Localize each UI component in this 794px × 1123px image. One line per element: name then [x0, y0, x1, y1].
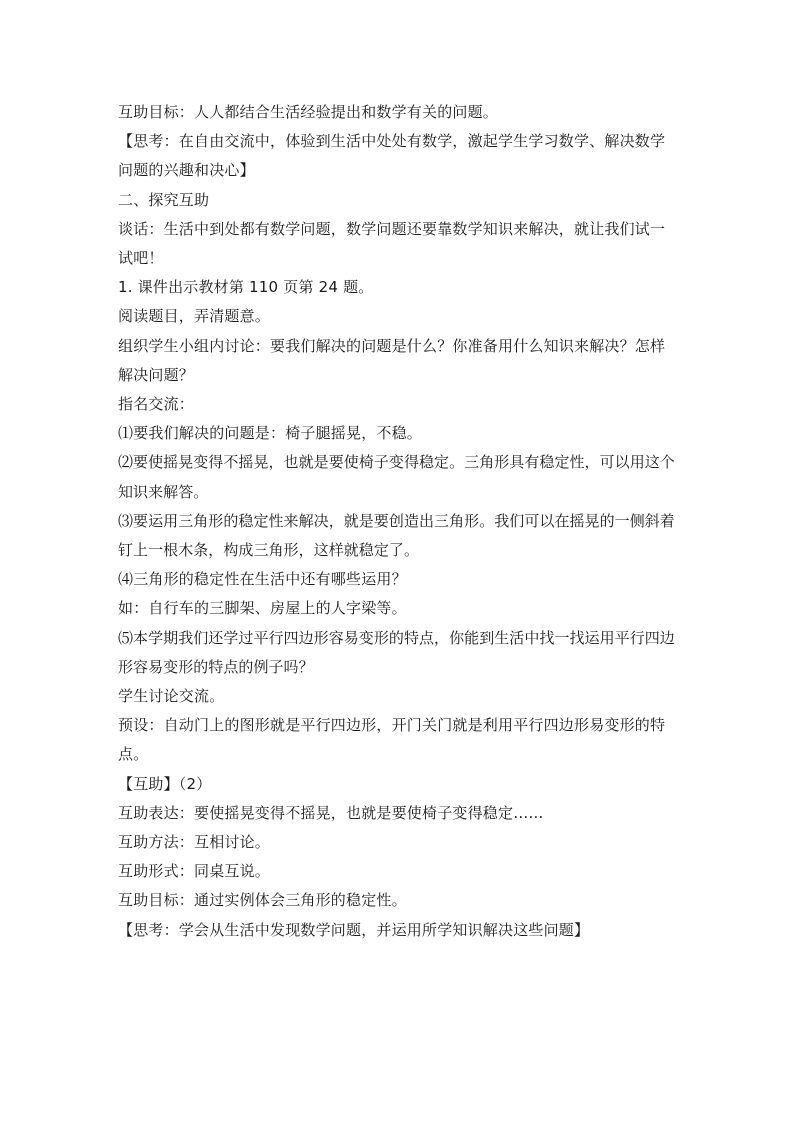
- section-heading-explore: 二、探究互助: [118, 190, 210, 209]
- paragraph-discussion: 组织学生小组内讨论：要我们解决的问题是什么？你准备用什么知识来解决？怎样解决问题？: [118, 336, 666, 384]
- list-item-1: ⑴要我们解决的问题是：椅子腿摇晃，不稳。: [118, 424, 423, 443]
- paragraph-reflection: 【思考：在自由交流中，体验到生活中处处有数学，激起学生学习数学、解决数学问题的兴趣和决心】: [118, 132, 666, 180]
- paragraph-expression: 互助表达：要使摇晃变得不摇晃，也就是要使椅子变得稳定……: [118, 803, 544, 822]
- paragraph-read: 阅读题目，弄清题意。: [118, 307, 271, 326]
- paragraph-preset: 预设：自动门上的图形就是平行四边形，开门关门就是利用平行四边形易变形的特点。: [118, 716, 666, 764]
- list-item-5: ⑸本学期我们还学过平行四边形容易变形的特点，你能到生活中找一找运用平行四边形容易变形的特点的例子吗？: [118, 628, 675, 676]
- paragraph-final-reflection: 【思考：学会从生活中发现数学问题，并运用所学知识解决这些问题】: [118, 920, 590, 939]
- list-item-2: ⑵要使摇晃变得不摇晃，也就是要使椅子变得稳定。三角形具有稳定性，可以用这个知识来解答。: [118, 453, 675, 501]
- paragraph-exercise: 1. 课件出示教材第 110 页第 24 题。: [118, 278, 374, 297]
- document-body: [118, 98, 678, 945]
- heading-mutual-help: 【互助】（2）: [118, 774, 212, 793]
- list-item-4: ⑷三角形的稳定性在生活中还有哪些运用？: [118, 570, 407, 589]
- paragraph-student-discussion: 学生讨论交流。: [118, 687, 225, 706]
- paragraph-target: 互助目标：通过实例体会三角形的稳定性。: [118, 891, 407, 910]
- list-item-3: ⑶要运用三角形的稳定性来解决，就是要创造出三角形。我们可以在摇晃的一侧斜着钉上一根木条，构成三角形，这样就稳定了。: [118, 511, 675, 560]
- paragraph-talk: 谈话：生活中到处都有数学问题，数学问题还要靠数学知识来解决，就让我们试一试吧！: [118, 219, 666, 268]
- paragraph-method: 互助方法：互相讨论。: [118, 833, 271, 852]
- paragraph-exchange: 指名交流：: [118, 395, 195, 414]
- paragraph-example: 如：自行车的三脚架、房屋上的人字梁等。: [118, 599, 407, 618]
- paragraph-goal: 互助目标：人人都结合生活经验提出和数学有关的问题。: [118, 103, 499, 121]
- paragraph-form: 互助形式：同桌互说。: [118, 862, 271, 881]
